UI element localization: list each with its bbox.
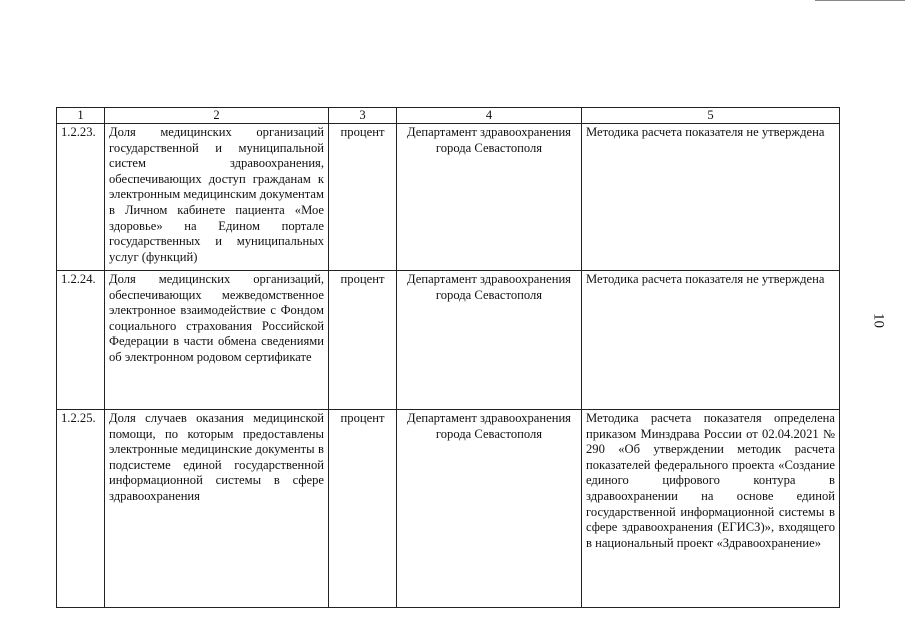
header-col-2: 2 [105,108,329,124]
header-col-4: 4 [397,108,582,124]
indicator-name: Доля медицинских организаций, обеспечивающих межведомственное электронное взаимодействие с Фондом социального страхования Российской Федерации в части обмена сведениями об электронном родовом сертификате [105,271,329,410]
page-number: 10 [870,313,887,328]
header-col-5: 5 [582,108,840,124]
scan-edge-line [815,0,905,1]
table-row [57,124,840,271]
responsible-department: Департамент здравоохранения города Севастополя [397,124,582,271]
table-row [57,410,840,608]
table-header-row [57,108,840,124]
row-number: 1.2.23. [57,124,105,271]
unit-of-measure: процент [329,410,397,608]
unit-of-measure: процент [329,124,397,271]
responsible-department: Департамент здравоохранения города Севастополя [397,410,582,608]
calculation-method: Методика расчета показателя не утверждена [582,271,840,410]
unit-of-measure: процент [329,271,397,410]
calculation-method: Методика расчета показателя определена приказом Минздрава России от 02.04.2021 № 290 «Об утверждении методик расчета показателей федерального проекта «Создание единого цифрового контура в здравоохранении на основе единой государственной информационной системы в сфере здравоохранения (ЕГИСЗ)», входящего в национальный проект «Здравоохранение» [582,410,840,608]
table-row [57,271,840,410]
header-col-3: 3 [329,108,397,124]
row-number: 1.2.24. [57,271,105,410]
indicator-name: Доля случаев оказания медицинской помощи, по которым предоставлены электронные медицинские документы в подсистеме единой государственной информационной системы в сфере здравоохранения [105,410,329,608]
header-col-1: 1 [57,108,105,124]
indicator-name: Доля медицинских организаций государственной и муниципальной систем здравоохранения, обеспечивающих доступ гражданам к электронным медицинским документам в Личном кабинете пациента «Мое здоровье» на Едином портале государственных и муниципальных услуг (функций) [105,124,329,271]
responsible-department: Департамент здравоохранения города Севастополя [397,271,582,410]
row-number: 1.2.25. [57,410,105,608]
calculation-method: Методика расчета показателя не утверждена [582,124,840,271]
indicator-table [56,107,840,608]
